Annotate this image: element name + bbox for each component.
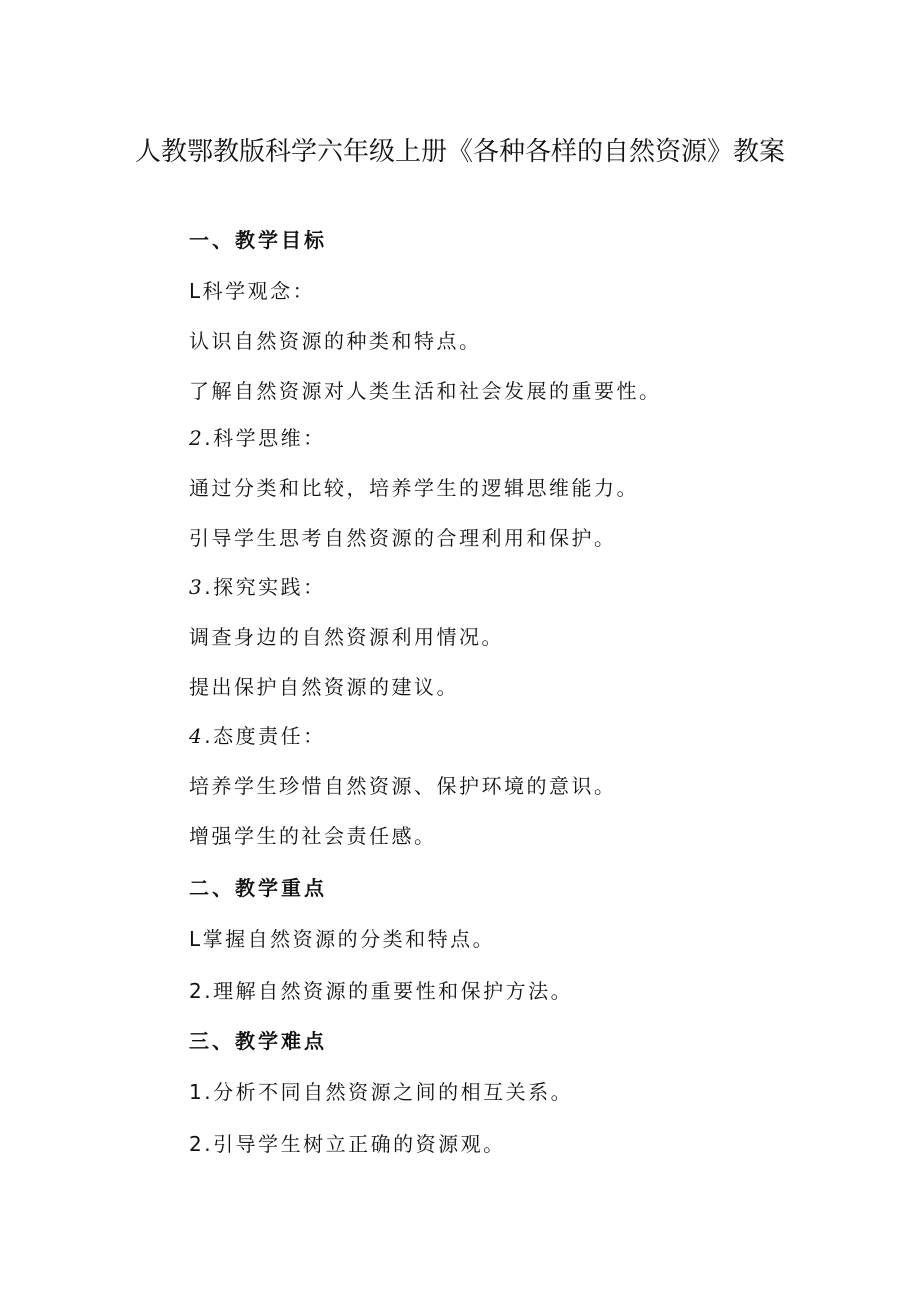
objective-3-item-1: 调查身边的自然资源利用情况。 xyxy=(189,625,504,649)
key-point-2: 2.理解自然资源的重要性和保护方法。 xyxy=(189,979,574,1003)
list-text: .探究实践： xyxy=(204,575,326,599)
list-number: 3 xyxy=(189,575,205,599)
difficulty-1: 1.分析不同自然资源之间的相互关系。 xyxy=(189,1080,574,1104)
section-heading-difficulties: 三、教学难点 xyxy=(189,1029,327,1053)
difficulty-2: 2.引导学生树立正确的资源观。 xyxy=(189,1132,506,1156)
list-text: .科学思维： xyxy=(204,426,326,450)
section-heading-key-points: 二、教学重点 xyxy=(189,876,327,900)
section-heading-objectives: 一、教学目标 xyxy=(189,228,327,252)
objective-4-item-2: 增强学生的社会责任感。 xyxy=(189,824,437,848)
objective-4-label xyxy=(189,722,326,750)
document-title: 人教鄂教版科学六年级上册《各种各样的自然资源》教案 xyxy=(134,137,785,167)
key-point-1: L掌握自然资源的分类和特点。 xyxy=(189,927,496,951)
objective-2-item-1: 通过分类和比较，培养学生的逻辑思维能力。 xyxy=(189,476,639,500)
objective-4-item-1: 培养学生珍惜自然资源、保护环境的意识。 xyxy=(189,774,617,798)
objective-2-label xyxy=(189,424,326,452)
list-text: .态度责任： xyxy=(204,724,326,748)
objective-3-label xyxy=(189,573,326,601)
objective-3-item-2: 提出保护自然资源的建议。 xyxy=(189,675,459,699)
list-number: 4 xyxy=(189,724,205,748)
objective-1-item-2: 了解自然资源对人类生活和社会发展的重要性。 xyxy=(189,379,662,403)
objective-2-item-2: 引导学生思考自然资源的合理利用和保护。 xyxy=(189,526,617,550)
objective-1-item-1: 认识自然资源的种类和特点。 xyxy=(189,329,482,353)
objective-1-label: L科学观念： xyxy=(189,279,316,303)
list-number: 2 xyxy=(189,426,205,450)
